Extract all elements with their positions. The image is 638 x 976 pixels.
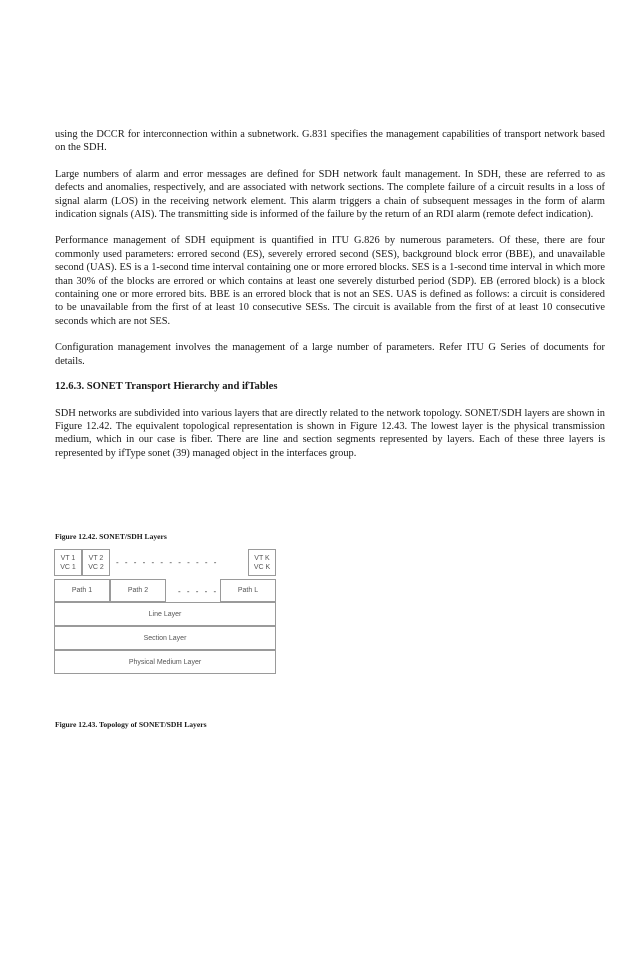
physical-medium-layer-label: Physical Medium Layer — [128, 658, 202, 666]
vc2-label: VC 2 — [88, 563, 104, 571]
paragraph-performance-management: Performance management of SDH equipment is quantified in ITU G.826 by numerous parameters. Of these, there are four commonly used parameters: errored second (ES), severely errored second (SES), background block error (BBE), and unavailable second (UAS). ES is a 1-second time interval containing one or more errored blocks. SES is a 1-second time interval in which more than 30% of the blocks are errored or which contains at least one severely disturbed period (SDP). EB (errored block) is a block containing one or more errored bits. BBE is an errored block that is not an SES. UAS is defined as follows: a circuit is considered to be unavailable from the first of at least 10 consecutive SESs. The circuit is available from the first of at least 10 consecutive seconds which are not SES. — [55, 235, 605, 327]
vt2-vc2-box — [82, 549, 110, 576]
vt-ellipsis: - - - - - - - - - - - - — [116, 558, 219, 567]
section-heading: 12.6.3. SONET Transport Hierarchy and ifTables — [55, 381, 278, 393]
paragraph-fault-management: Large numbers of alarm and error messages are defined for SDH network fault management. In SDH, these are referred to as defects and anomalies, respectively, and are associated with network sections. The complete failure of a circuit results in a loss of signal alarm (LOS) in the receiving network element. This alarm triggers a chain of subsequent messages in the form of alarm indication signals (AIS). The transmitting side is informed of the failure by the return of an RDI alarm (remote defect indication). — [55, 168, 605, 221]
path-ellipsis: - - - - - — [178, 587, 219, 596]
sonet-sdh-layers-diagram — [54, 549, 276, 686]
vck-label: VC K — [253, 563, 271, 571]
physical-medium-layer-box — [54, 650, 276, 674]
figure-12-42-caption: Figure 12.42. SONET/SDH Layers — [55, 532, 167, 541]
pathl-label: Path L — [237, 587, 259, 594]
pathl-box — [220, 579, 276, 602]
paragraph-dccr: using the DCCR for interconnection within a subnetwork. G.831 specifies the management capabilities of transport network based on the SDH. — [55, 129, 605, 154]
vt2-label: VT 2 — [88, 554, 104, 562]
path2-box — [110, 579, 166, 602]
line-layer-label: Line Layer — [148, 610, 182, 618]
paragraph-configuration-management: Configuration management involves the management of a large number of parameters. Refer ITU G Series of documents for details. — [55, 342, 605, 367]
figure-12-43-caption: Figure 12.43. Topology of SONET/SDH Layers — [55, 720, 207, 729]
vt1-vc1-box — [54, 549, 82, 576]
vc1-label: VC 1 — [60, 563, 76, 571]
section-layer-box — [54, 626, 276, 650]
path1-label: Path 1 — [71, 587, 93, 594]
paragraph-sdh-layers: SDH networks are subdivided into various layers that are directly related to the network topology. SONET/SDH layers are shown in Figure 12.42. The equivalent topological representation is shown in Figure 12.43. The lowest layer is the physical transmission medium, which in our case is fiber. There are line and section segments represented by layers. Each of these three layers is represented by ifType sonet (39) managed object in the interfaces group. — [55, 407, 605, 459]
vtk-vck-box — [248, 549, 276, 576]
section-layer-label: Section Layer — [143, 634, 187, 642]
document-page — [55, 128, 605, 460]
line-layer-box — [54, 602, 276, 626]
vtk-label: VT K — [254, 554, 270, 562]
path1-box — [54, 579, 110, 602]
path2-label: Path 2 — [127, 587, 149, 594]
vt1-label: VT 1 — [60, 554, 76, 562]
